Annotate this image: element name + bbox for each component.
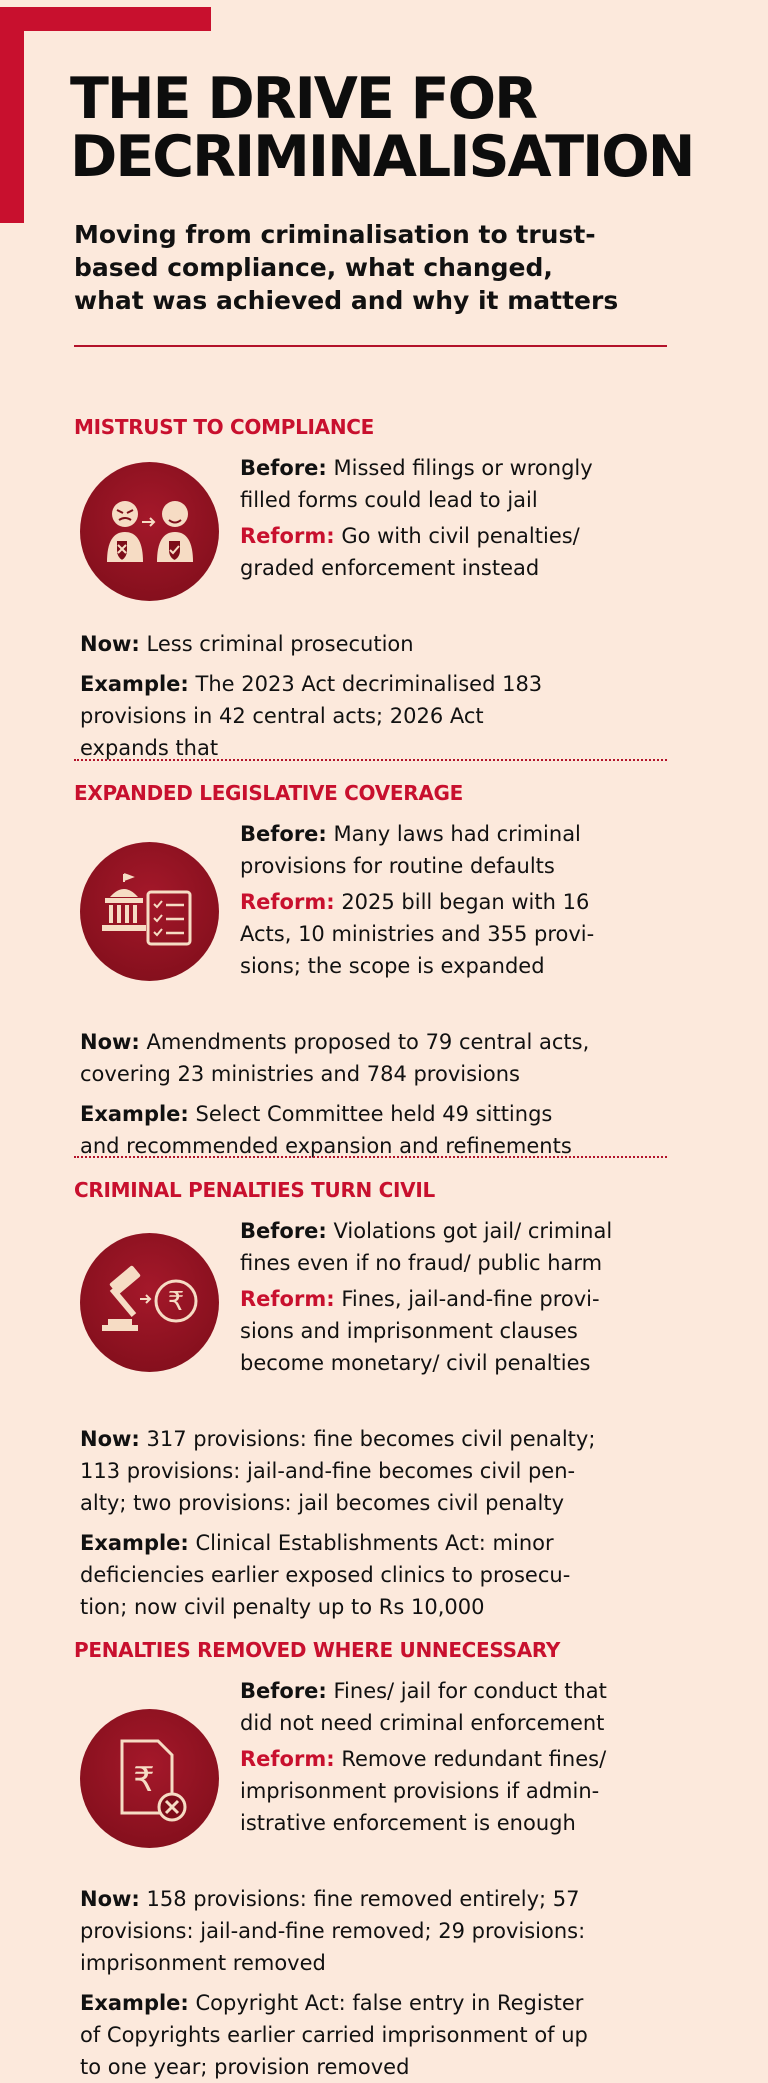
- before-reform-block: Before: Violations got jail/ criminal fines even if no fraud/ public harm Reform: Fines, jail-and-fine provi- sions and imprisonment clauses become monetary/ civil penalties: [240, 1219, 613, 1375]
- now-example-block: Now: 158 provisions: fine removed entirely; 57 provisions: jail-and-fine removed; 29 provisions: imprisonment removed Example: Copyright Act: false entry in Register of Copyrights earlier carried imprisonment of up to one year; provision removed: [80, 1887, 588, 2079]
- corner-accent-bar-vertical: [0, 7, 24, 223]
- before-reform-block: Before: Many laws had criminal provisions for routine defaults Reform: 2025 bill began with 16 Acts, 10 ministries and 355 provi- sions; the scope is expanded: [240, 822, 595, 978]
- people-shield-icon: [80, 462, 219, 601]
- section-mistrust-to-compliance: [74, 414, 674, 760]
- section-title: PENALTIES REMOVED WHERE UNNECESSARY: [74, 1638, 561, 1662]
- now-example-block: Now: Less criminal prosecution Example: The 2023 Act decriminalised 183 provisions in 42 central acts; 2026 Act expands that: [80, 632, 543, 760]
- rupee-document-remove-icon: [80, 1709, 219, 1848]
- parliament-checklist-icon: [80, 842, 219, 981]
- now-example-block: Now: 317 provisions: fine becomes civil penalty; 113 provisions: jail-and-fine becomes civil pen- alty; two provisions: jail becomes civil penalty Example: Clinical Establishments Act: minor deficiencies earlier exposed clinics to prosecu- tion; now civil penalty up to Rs 10,000: [80, 1427, 596, 1619]
- svg-text:₹: ₹: [167, 1287, 185, 1317]
- section-divider: [74, 759, 667, 761]
- section-criminal-penalties-turn-civil: [74, 1177, 674, 1619]
- page-title: THE DRIVE FOR DECRIMINALISATION: [70, 66, 694, 190]
- corner-accent-bar: [0, 7, 211, 31]
- section-title: CRIMINAL PENALTIES TURN CIVIL: [74, 1178, 435, 1202]
- section-expanded-legislative-coverage: [74, 780, 674, 1158]
- section-title: MISTRUST TO COMPLIANCE: [74, 415, 375, 439]
- before-reform-block: Before: Fines/ jail for conduct that did not need criminal enforcement Reform: Remove redundant fines/ imprisonment provisions if admin- istrative enforcement is enough: [240, 1679, 607, 1835]
- section-penalties-removed-where-unnecessary: [74, 1637, 674, 2079]
- now-example-block: Now: Amendments proposed to 79 central acts, covering 23 ministries and 784 provisions Example: Select Committee held 49 sittings and recommended expansion and refinements: [80, 1030, 590, 1158]
- header-divider: [74, 345, 667, 347]
- svg-text:₹: ₹: [133, 1760, 155, 1800]
- before-reform-block: Before: Missed filings or wrongly filled forms could lead to jail Reform: Go with civil penalties/ graded enforcement instead: [240, 456, 593, 580]
- section-title: EXPANDED LEGISLATIVE COVERAGE: [74, 781, 464, 805]
- page-subtitle: Moving from criminalisation to trust- based compliance, what changed, what was achieved and why it matters: [74, 220, 619, 315]
- section-divider: [74, 1156, 667, 1158]
- gavel-rupee-icon: [80, 1233, 219, 1372]
